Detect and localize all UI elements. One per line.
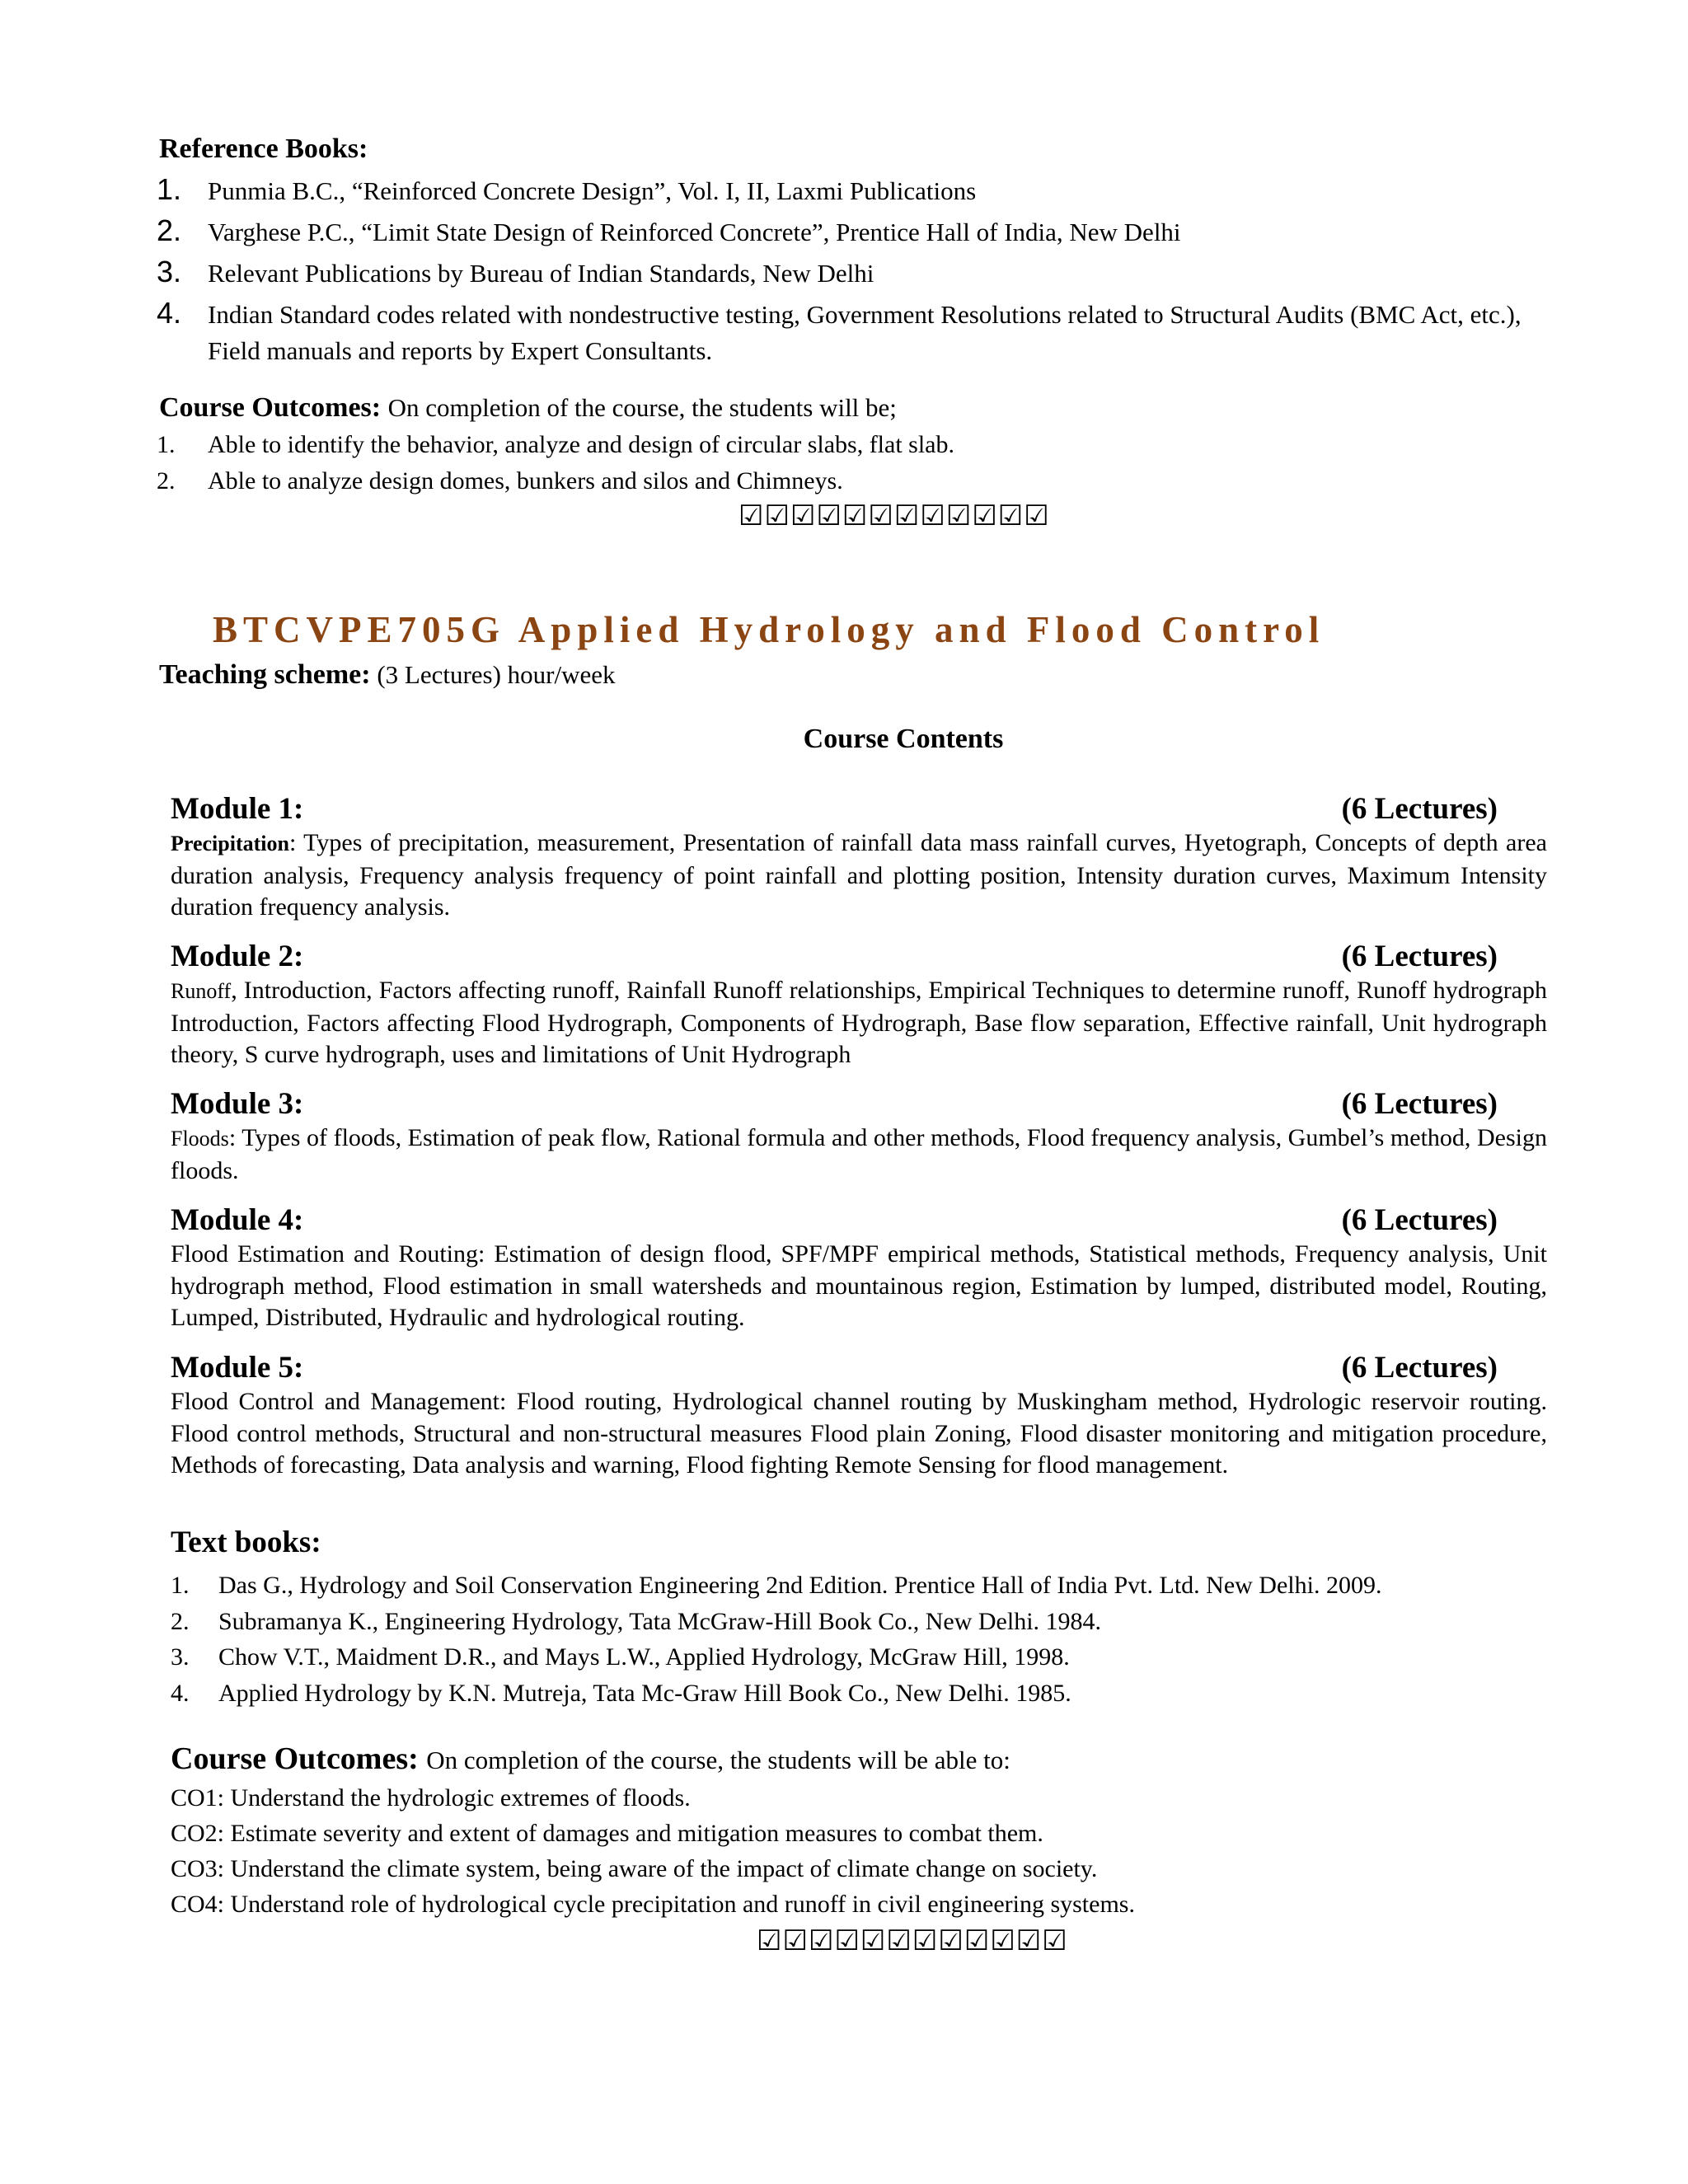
list-item [171, 1639, 1572, 1675]
module-lectures: (6 Lectures) [1341, 1203, 1498, 1237]
module-text: : Types of precipitation, measurement, Presentation of rainfall data mass rainfall curves, Hyetograph, Concepts of depth area duration analysis, Frequency analysis frequency of point rainfall and plotting position, Intensity duration curves, Maximum Intensity duration frequency analysis. [171, 829, 1547, 921]
teaching-scheme-value: (3 Lectures) hour/week [377, 660, 616, 689]
outcome-co1: CO1: Understand the hydrologic extremes of floods. [171, 1784, 691, 1811]
module-name: Module 5: [171, 1351, 304, 1385]
outcomes-intro: On completion of the course, the students will be able to: [426, 1746, 1010, 1774]
checkbox-divider-icons: ☑☑☑☑☑☑☑☑☑☑☑☑ [757, 1924, 1068, 1957]
list-item-text: Subramanya K., Engineering Hydrology, Tata McGraw-Hill Book Co., New Delhi. 1984. [218, 1607, 1102, 1635]
text-books-heading: Text books: [171, 1526, 321, 1559]
list-item [157, 255, 1558, 292]
list-item [157, 173, 1558, 209]
prev-outcomes-list [157, 427, 1558, 499]
course-title: BTCVPE705G Applied Hydrology and Flood Control [213, 609, 1325, 650]
list-number: 1. [157, 172, 182, 206]
list-number: 4. [171, 1679, 190, 1707]
list-item [171, 1604, 1572, 1640]
module-4-body [171, 1239, 1547, 1334]
outcomes-intro: On completion of the course, the students will be; [387, 393, 897, 422]
reference-books-list [157, 173, 1558, 374]
list-item-text: Indian Standard codes related with nondestructive testing, Government Resolutions related to Structural Audits (BMC Act, etc.), Field manuals and reports by Expert Consultants. [208, 300, 1522, 365]
list-item [157, 427, 1558, 463]
outcome-co3: CO3: Understand the climate system, being aware of the impact of climate change on society. [171, 1855, 1098, 1882]
module-name: Module 1: [171, 792, 304, 826]
module-5-heading [171, 1350, 1498, 1385]
list-item [157, 297, 1558, 369]
list-number: 2. [171, 1607, 190, 1635]
list-number: 3. [157, 255, 182, 288]
course-outcomes-heading [171, 1741, 1010, 1777]
list-number: 1. [171, 1572, 190, 1599]
module-text: Flood Estimation and Routing: Estimation of design flood, SPF/MPF empirical methods, Statistical methods, Frequency analysis, Unit hydrograph method, Flood estimation in small watersheds and mountainous region, Estimation by lumped, distributed model, Routing, Lumped, Distributed, Hydraulic and hydrological routing. [171, 1240, 1547, 1331]
module-4-heading [171, 1202, 1498, 1238]
teaching-scheme-label: Teaching scheme: [159, 659, 371, 690]
reference-books-heading: Reference Books: [159, 134, 368, 164]
course-contents-heading: Course Contents [803, 724, 1004, 754]
list-number: 3. [171, 1643, 190, 1671]
prev-outcomes-heading [159, 392, 897, 424]
module-lectures: (6 Lectures) [1341, 1351, 1498, 1385]
module-text: Flood Control and Management: Flood routing, Hydrological channel routing by Muskingham method, Hydrologic reservoir routing. Flood control methods, Structural and non-structural measures Flood plain Zoning, Flood disaster monitoring and mitigation procedure, Methods of forecasting, Data analysis and warning, Flood fighting Remote Sensing for flood management. [171, 1388, 1547, 1479]
module-name: Module 4: [171, 1203, 304, 1237]
list-number: 4. [157, 296, 182, 330]
module-topic: Precipitation [171, 832, 289, 855]
module-topic: Runoff [171, 979, 232, 1003]
text-books-list [171, 1568, 1572, 1711]
module-2-body [171, 975, 1547, 1071]
outcome-co2: CO2: Estimate severity and extent of damages and mitigation measures to combat them. [171, 1820, 1043, 1847]
module-topic: Floods [171, 1127, 229, 1151]
module-lectures: (6 Lectures) [1341, 792, 1498, 826]
list-item-text: Chow V.T., Maidment D.R., and Mays L.W., Applied Hydrology, McGraw Hill, 1998. [218, 1643, 1070, 1671]
module-1-body [171, 827, 1547, 924]
list-item-text: Able to analyze design domes, bunkers and silos and Chimneys. [208, 467, 843, 494]
list-item-text: Varghese P.C., “Limit State Design of Reinforced Concrete”, Prentice Hall of India, New Delhi [208, 218, 1181, 246]
module-name: Module 3: [171, 1087, 304, 1121]
list-item-text: Able to identify the behavior, analyze and design of circular slabs, flat slab. [208, 431, 954, 458]
module-name: Module 2: [171, 940, 304, 973]
module-text: , Introduction, Factors affecting runoff, Rainfall Runoff relationships, Empirical Techniques to determine runoff, Runoff hydrograph Introduction, Factors affecting Flood Hydrograph, Components of Hydrograph, Base flow separation, Effective rainfall, Unit hydrograph theory, S curve hydrograph, uses and limitations of Unit Hydrograph [171, 977, 1547, 1068]
outcomes-label: Course Outcomes: [171, 1741, 419, 1776]
module-5-body [171, 1386, 1547, 1482]
module-1-heading [171, 791, 1498, 827]
module-2-heading [171, 939, 1498, 974]
checkbox-divider-icons: ☑☑☑☑☑☑☑☑☑☑☑☑ [738, 499, 1050, 532]
module-3-body [171, 1122, 1547, 1187]
module-text: : Types of floods, Estimation of peak flow, Rational formula and other methods, Flood frequency analysis, Gumbel’s method, Design floods. [171, 1124, 1547, 1184]
list-item [157, 214, 1558, 251]
teaching-scheme [159, 659, 616, 691]
list-item-text: Relevant Publications by Bureau of Indian Standards, New Delhi [208, 259, 874, 288]
list-item [171, 1675, 1572, 1712]
module-3-heading [171, 1086, 1498, 1122]
list-item-text: Applied Hydrology by K.N. Mutreja, Tata Mc-Graw Hill Book Co., New Delhi. 1985. [218, 1679, 1071, 1707]
outcomes-label: Course Outcomes: [159, 392, 382, 423]
list-item-text: Punmia B.C., “Reinforced Concrete Design”, Vol. I, II, Laxmi Publications [208, 176, 977, 205]
list-number: 2. [157, 213, 182, 247]
module-lectures: (6 Lectures) [1341, 940, 1498, 973]
list-number: 1. [157, 431, 176, 458]
list-item [171, 1568, 1572, 1604]
list-number: 2. [157, 467, 176, 494]
list-item [157, 463, 1558, 499]
module-lectures: (6 Lectures) [1341, 1087, 1498, 1121]
list-item-text: Das G., Hydrology and Soil Conservation Engineering 2nd Edition. Prentice Hall of India Pvt. Ltd. New Delhi. 2009. [218, 1572, 1382, 1599]
outcome-co4: CO4: Understand role of hydrological cycle precipitation and runoff in civil engineering systems. [171, 1891, 1135, 1918]
